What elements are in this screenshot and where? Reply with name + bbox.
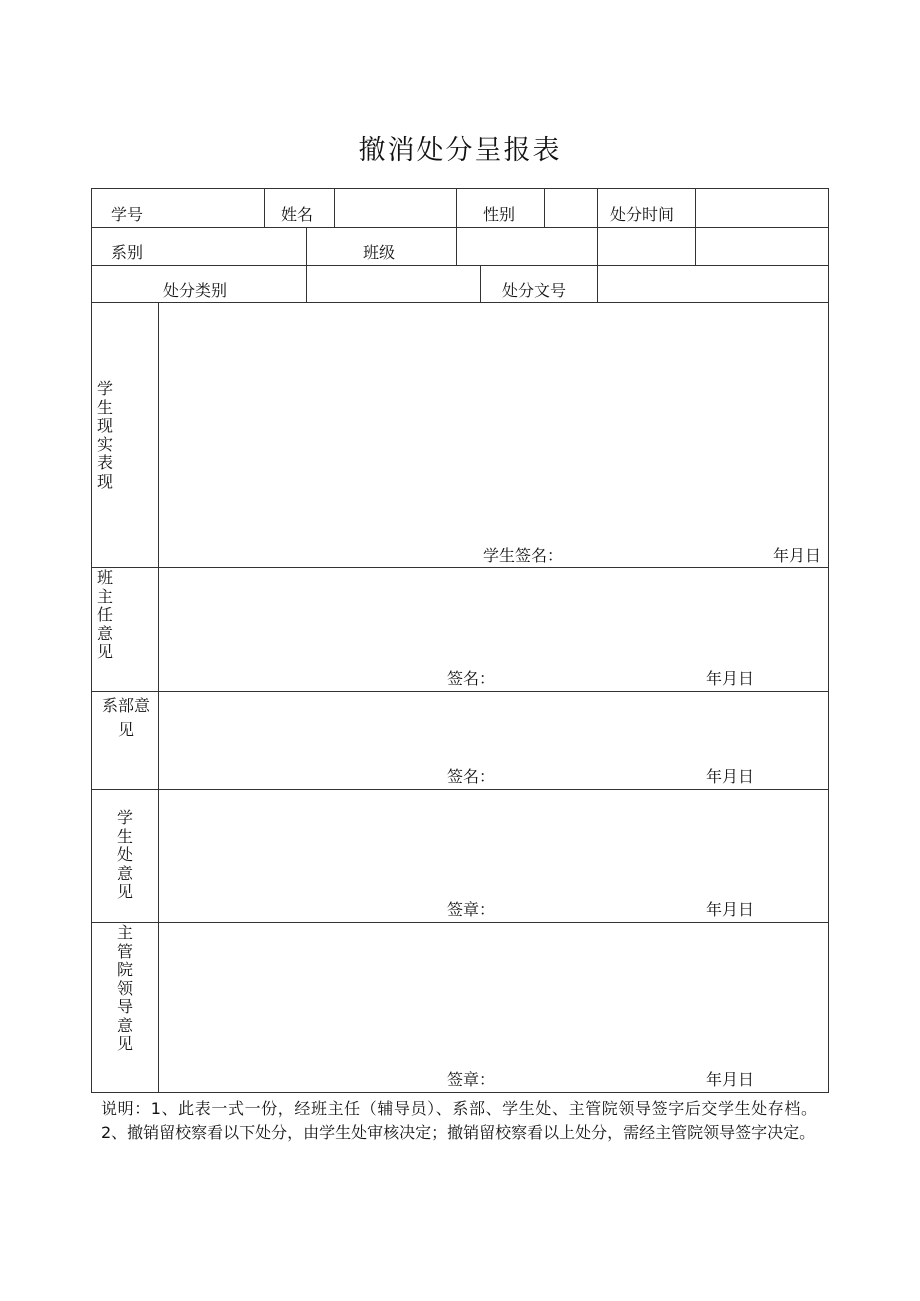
punish-time-field[interactable] [697,190,827,226]
department-label: 系别 [111,243,144,262]
department-opinion-field[interactable] [160,693,827,763]
student-office-opinion-field[interactable] [160,791,827,896]
student-date-label: 年月日 [773,546,822,565]
leader-opinion-label: 主管院领导意见 [116,923,133,1053]
punish-doc-label: 处分文号 [502,281,567,300]
class-field[interactable] [458,229,596,264]
class-label: 班级 [363,243,396,262]
student-sign-label: 学生签名： [483,546,564,565]
form-title: 撤消处分呈报表 [358,135,562,166]
student-office-opinion-label: 学生处意见 [116,808,133,901]
student-performance-label: 学生现实表现 [96,379,113,491]
student-office-date-label: 年月日 [706,900,755,919]
name-label: 姓名 [281,205,314,224]
punish-type-label: 处分类别 [163,281,228,300]
gender-field[interactable] [546,190,596,226]
teacher-opinion-field[interactable] [160,569,827,666]
punish-time-label: 处分时间 [610,205,675,224]
department-sign-label: 签名： [447,767,496,786]
form-note: 说明：1、此表一式一份，经班主任（辅导员）、系部、学生处、主管院领导签字后交学生处存档。2、撤销留校察看以下处分，由学生处审核决定；撤销留校察看以上处分，需经主管院领导签字决定。 [101,1099,817,1142]
gender-label: 性别 [483,205,516,224]
teacher-opinion-label: 班主任意见 [96,568,113,661]
name-field[interactable] [336,190,455,226]
student-id-label: 学号 [111,205,144,224]
leader-date-label: 年月日 [706,1070,755,1089]
leader-stamp-label: 签章： [447,1070,496,1089]
department-opinion-label: 系部意见 [101,696,150,739]
department-date-label: 年月日 [706,767,755,786]
punish-doc-field[interactable] [599,267,827,301]
teacher-sign-label: 签名： [447,669,496,688]
teacher-date-label: 年月日 [706,669,755,688]
student-performance-field[interactable] [160,304,827,540]
punish-type-field[interactable] [308,267,479,301]
student-office-stamp-label: 签章： [447,900,496,919]
leader-opinion-field[interactable] [160,924,827,1064]
